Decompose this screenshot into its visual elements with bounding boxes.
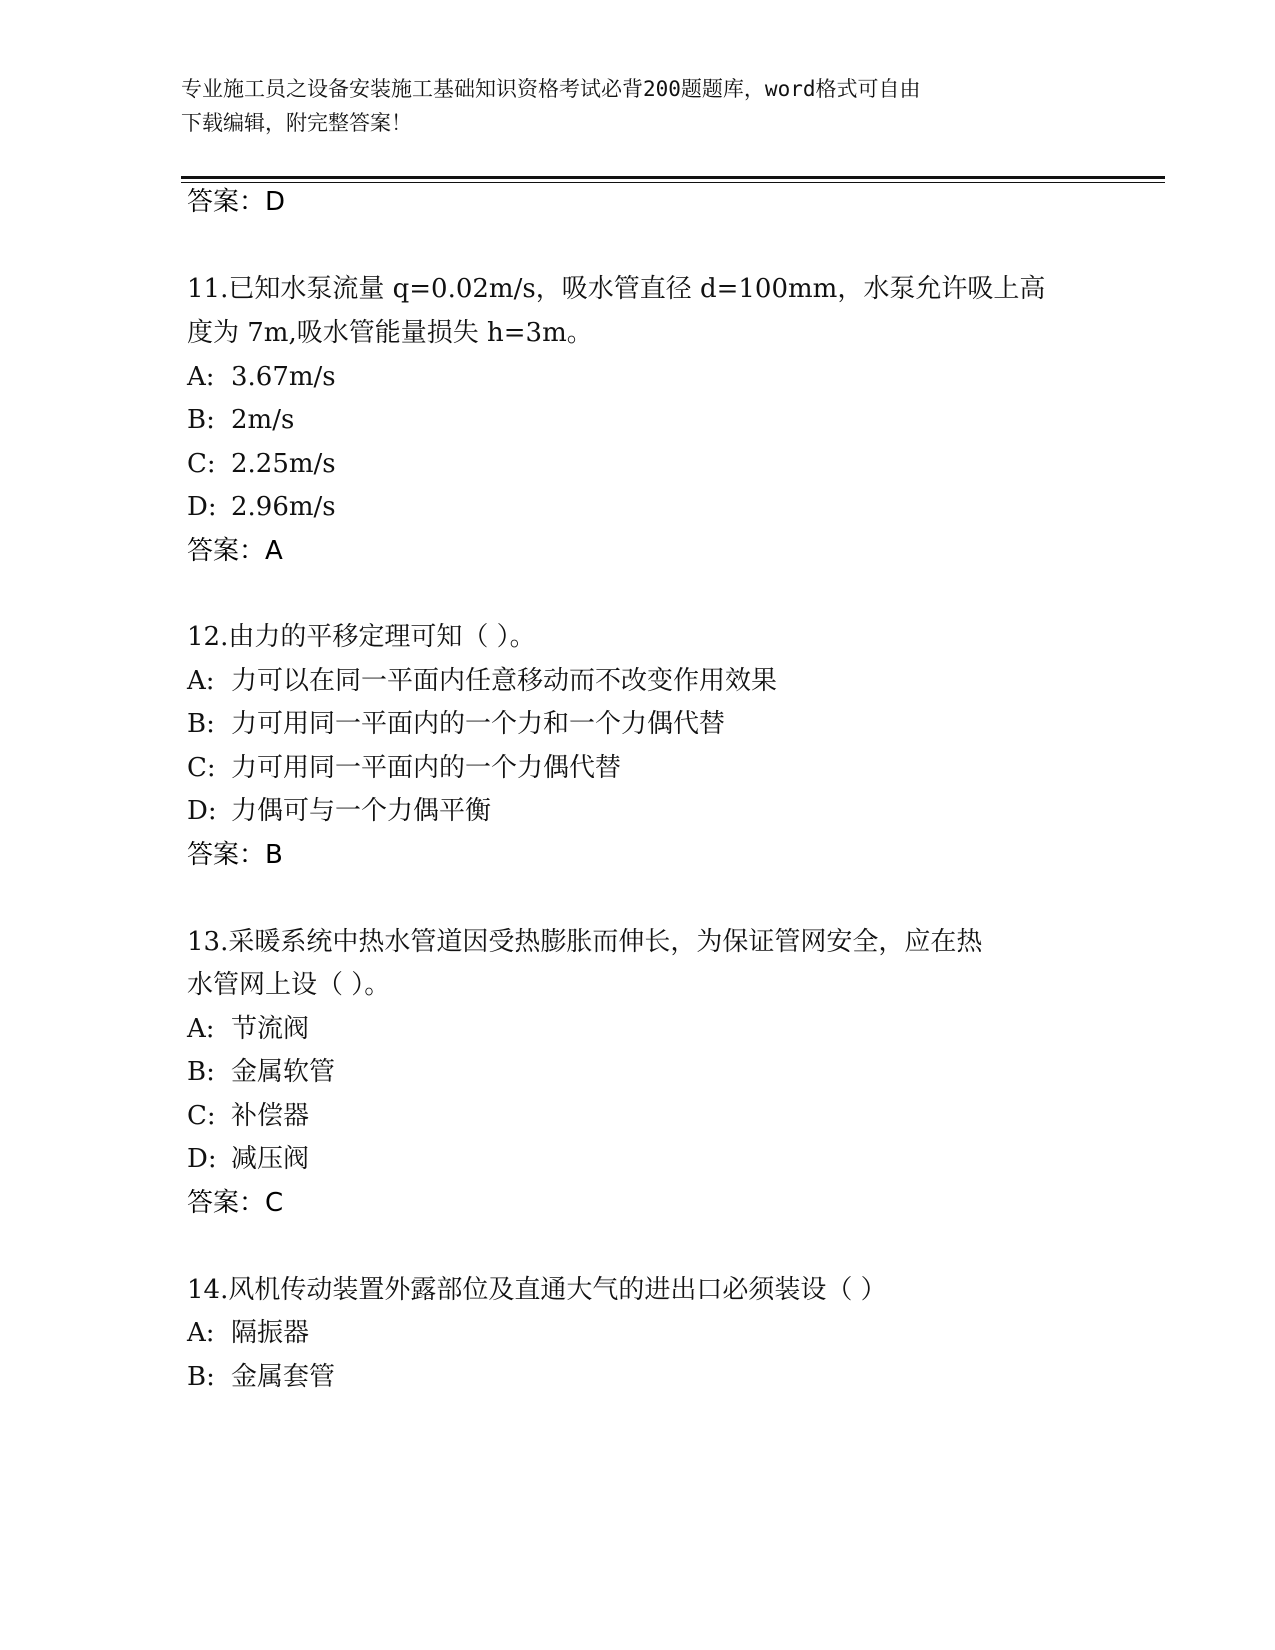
question-11-stem-line-1: 11.已知水泵流量 q=0.02m/s，吸水管直径 d=100mm，水泵允许吸上高	[187, 274, 1046, 304]
option-text: 2.25m/s	[231, 449, 336, 479]
question-12-option-d	[187, 794, 1187, 828]
option-letter: D:	[187, 492, 217, 522]
option-letter: D:	[187, 1144, 217, 1174]
option-text: 2m/s	[231, 405, 295, 435]
option-letter: A:	[187, 666, 215, 696]
option-letter: B:	[187, 709, 215, 739]
question-13-option-b	[187, 1055, 1187, 1089]
question-13-option-c	[187, 1099, 1187, 1133]
header-rule-thick	[181, 176, 1165, 179]
document-header	[181, 72, 1061, 140]
option-text: 力可用同一平面内的一个力偶代替	[231, 753, 622, 783]
question-11-option-d	[187, 490, 1187, 524]
option-text: 补偿器	[231, 1101, 310, 1131]
question-12-option-b	[187, 707, 1187, 741]
question-13-option-a	[187, 1012, 1187, 1046]
option-text: 金属套管	[231, 1362, 336, 1392]
option-letter: A:	[187, 1318, 215, 1348]
option-text: 减压阀	[231, 1144, 310, 1174]
header-title-line-2: 下载编辑，附完整答案！	[181, 111, 412, 135]
question-11-answer: 答案：A	[187, 536, 283, 566]
option-letter: D:	[187, 796, 217, 826]
answer-prev: 答案：D	[187, 187, 286, 217]
option-letter: A:	[187, 362, 215, 392]
option-text: 隔振器	[231, 1318, 310, 1348]
question-12-stem: 12.由力的平移定理可知（ ）。	[187, 622, 536, 652]
option-text: 力偶可与一个力偶平衡	[231, 796, 492, 826]
question-13-stem-line-1: 13.采暖系统中热水管道因受热膨胀而伸长，为保证管网安全，应在热	[187, 927, 983, 957]
option-letter: B:	[187, 1057, 215, 1087]
question-12-option-a	[187, 664, 1187, 698]
question-13-answer: 答案：C	[187, 1188, 284, 1218]
question-12-option-c	[187, 751, 1187, 785]
header-title-line-1: 专业施工员之设备安装施工基础知识资格考试必背200题题库，word格式可自由	[181, 77, 921, 101]
option-text: 节流阀	[231, 1014, 310, 1044]
question-11-option-b	[187, 403, 1187, 437]
question-14-stem: 14.风机传动装置外露部位及直通大气的进出口必须装设（ ）	[187, 1275, 887, 1305]
option-text: 金属软管	[231, 1057, 336, 1087]
question-14-option-a	[187, 1316, 1187, 1350]
question-11-option-a	[187, 360, 1187, 394]
option-letter: C:	[187, 753, 216, 783]
question-11-option-c	[187, 447, 1187, 481]
header-rule-thin	[181, 182, 1165, 183]
question-12-answer: 答案：B	[187, 840, 283, 870]
option-letter: B:	[187, 405, 215, 435]
option-letter: C:	[187, 449, 216, 479]
option-letter: A:	[187, 1014, 215, 1044]
option-letter: B:	[187, 1362, 215, 1392]
option-text: 力可以在同一平面内任意移动而不改变作用效果	[231, 666, 778, 696]
option-text: 力可用同一平面内的一个力和一个力偶代替	[231, 709, 726, 739]
question-14-option-b	[187, 1360, 1187, 1394]
option-text: 2.96m/s	[231, 492, 336, 522]
question-11-stem-line-2: 度为 7m,吸水管能量损失 h=3m。	[187, 318, 593, 348]
question-13-stem-line-2: 水管网上设（ ）。	[187, 970, 391, 1000]
option-text: 3.67m/s	[231, 362, 336, 392]
question-13-option-d	[187, 1142, 1187, 1176]
option-letter: C:	[187, 1101, 216, 1131]
